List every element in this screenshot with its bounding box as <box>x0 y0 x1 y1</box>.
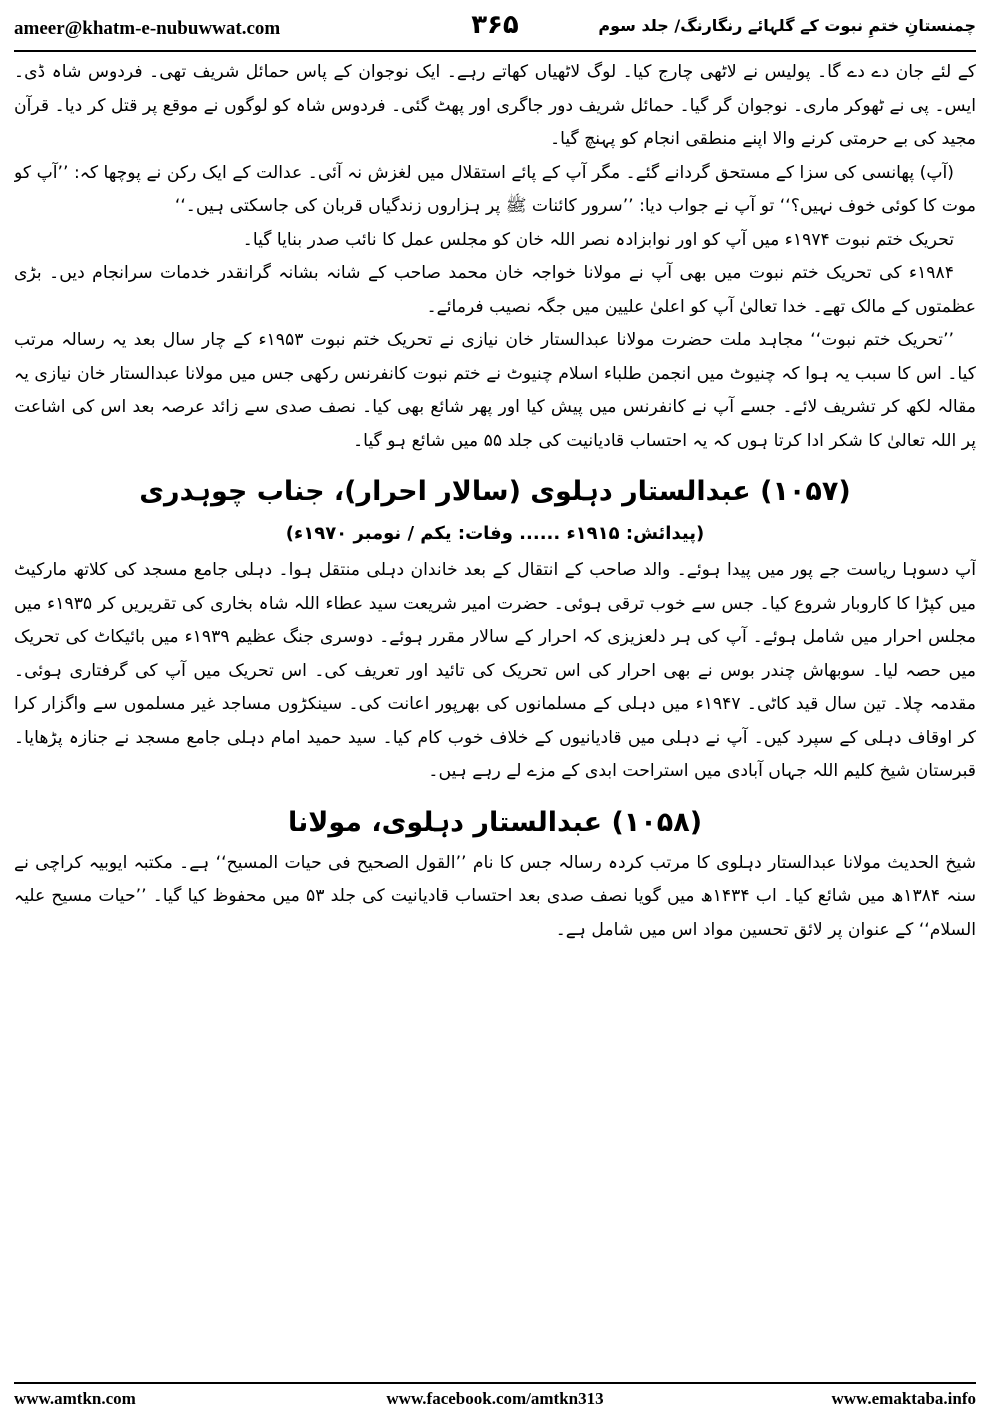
page-header <box>14 6 976 52</box>
section-heading-1057: (۱۰۵۷) عبدالستار دہلوی (سالار احرار)، جناب چوہدری <box>139 476 851 507</box>
page-body <box>14 56 976 1372</box>
page-footer <box>14 1382 976 1414</box>
footer-link-amtkn[interactable]: www.amtkn.com <box>14 1389 136 1408</box>
header-email[interactable]: ameer@khatm-e-nubuwwat.com <box>14 18 281 39</box>
section-dates-1057: (پیدائش: ۱۹۱۵ء ...... وفات: یکم / نومبر ۱۹۷۰ء) <box>285 523 705 544</box>
page-number: ۳۶۵ <box>471 10 519 40</box>
paragraph-police-incident: کے لئے جان دے دے گا۔ پولیس نے لاٹھی چارج کیا۔ لوگ لاٹھیاں کھاتے رہے۔ ایک نوجوان کے پاس حمائل شریف تھی۔ فردوس شاہ ڈی۔ ایس۔ پی نے ٹھوکر ماری۔ نوجوان گر گیا۔ حمائل شریف دور جاگری اور پھٹ گئی۔ فردوس شاہ کو لوگوں نے موقع پر قتل کر دیا۔ قرآن مجید کی بے حرمتی کرنے والا اپنے منطقی انجام کو پہنچ گیا۔ <box>14 62 976 149</box>
footer-link-emaktaba[interactable]: www.emaktaba.info <box>831 1389 976 1408</box>
paragraph-biography-1057: آپ دسوہا ریاست جے پور میں پیدا ہوئے۔ والد صاحب کے انتقال کے بعد خاندان دہلی منتقل ہوا۔ دہلی جامع مسجد کی کلاتھ مارکیٹ میں کپڑا کا کاروبار شروع کیا۔ جس سے خوب ترقی ہوئی۔ حضرت امیر شریعت سید عطاء اللہ شاہ بخاری کی تقریریں کر ۱۹۳۵ء میں مجلس احرار میں شامل ہوئے۔ آپ کی ہر دلعزیزی کہ احرار کے سالار مقرر ہوئے۔ دوسری جنگ عظیم ۱۹۳۹ء میں بائیکاٹ کی تحریک میں حصہ لیا۔ سوبھاش چندر بوس نے بھی احرار کی اس تحریک کی تائید اور تعریف کی۔ اس تحریک میں آپ کی گرفتاری ہوئی۔ مقدمہ چلا۔ تین سال قید کاٹی۔ ۱۹۴۷ء میں دہلی کے مسلمانوں کی بھرپور اعانت کی۔ سینکڑوں مساجد غیر مسلموں سے واگزار کرا کر اوقاف دہلی کے سپرد کیں۔ آپ نے دہلی میں قادیانیوں کے خلاف خوب کام کیا۔ سید حمید امام دہلی جامع مسجد نے جنازہ پڑھایا۔ قبرستان شیخ کلیم اللہ جہاں آبادی میں استراحت ابدی کے مزے لے رہے ہیں۔ <box>14 560 976 781</box>
paragraph-biography-1058: شیخ الحدیث مولانا عبدالستار دہلوی کا مرتب کردہ رسالہ جس کا نام ’’القول الصحیح فی حیات المسیح‘‘ ہے۔ مکتبہ ایوبیہ کراچی نے سنہ ۱۳۸۴ھ میں شائع کیا۔ اب ۱۴۳۴ھ میں گویا نصف صدی بعد احتساب قادیانیت کی جلد ۵۳ میں محفوظ کیا گیا۔ ’’حیات مسیح علیہ السلام‘‘ کے عنوان پر لائق تحسین مواد اس میں شامل ہے۔ <box>14 852 976 940</box>
paragraph-risala-tehreek: ’’تحریک ختم نبوت‘‘ مجاہد ملت حضرت مولانا عبدالستار خان نیازی نے تحریک ختم نبوت ۱۹۵۳ء کے چار سال بعد یہ رسالہ مرتب کیا۔ اس کا سبب یہ ہوا کہ چنیوٹ میں انجمن طلباء اسلام چنیوٹ نے ختم نبوت کانفرنس رکھی جس میں مولانا عبدالستار خان نیازی یہ مقالہ لکھ کر تشریف لائے۔ جسے آپ نے کانفرنس میں پیش کیا اور پھر شائع بھی کیا۔ نصف صدی سے زائد عرصہ بعد اس کی اشاعت پر اللہ تعالیٰ کا شکر ادا کرتا ہوں کہ یہ احتساب قادیانیت کی جلد ۵۵ میں شائع ہو گیا۔ <box>14 330 976 451</box>
footer-link-facebook[interactable]: www.facebook.com/amtkn313 <box>386 1389 604 1408</box>
paragraph-1984-movement: ۱۹۸۴ء کی تحریک ختم نبوت میں بھی آپ نے مولانا خواجہ خان محمد صاحب کے شانہ بشانہ گرانقدر خدمات سرانجام دیں۔ بڑی عظمتوں کے مالک تھے۔ خدا تعالیٰ آپ کو اعلیٰ علیین میں جگہ نصیب فرمائے۔ <box>14 263 976 317</box>
paragraph-1974-movement: تحریک ختم نبوت ۱۹۷۴ء میں آپ کو اور نوابزادہ نصر اللہ خان کو مجلس عمل کا نائب صدر بنایا گیا۔ <box>242 229 954 250</box>
book-title: چمنستانِ ختمِ نبوت کے گلہائے رنگارنگ/ جلد سوم <box>598 16 976 35</box>
paragraph-death-sentence: (آپ) پھانسی کی سزا کے مستحق گردانے گئے۔ مگر آپ کے پائے استقلال میں لغزش نہ آئی۔ عدالت کے ایک رکن نے پوچھا کہ: ’’آپ کو موت کا کوئی خوف نہیں؟‘‘ تو آپ نے جواب دیا: ’’سرور کائنات ﷺ پر ہزاروں زندگیاں قربان کی جاسکتی ہیں۔‘‘ <box>14 162 976 216</box>
section-heading-1058: (۱۰۵۸) عبدالستار دہلوی، مولانا <box>287 806 703 838</box>
